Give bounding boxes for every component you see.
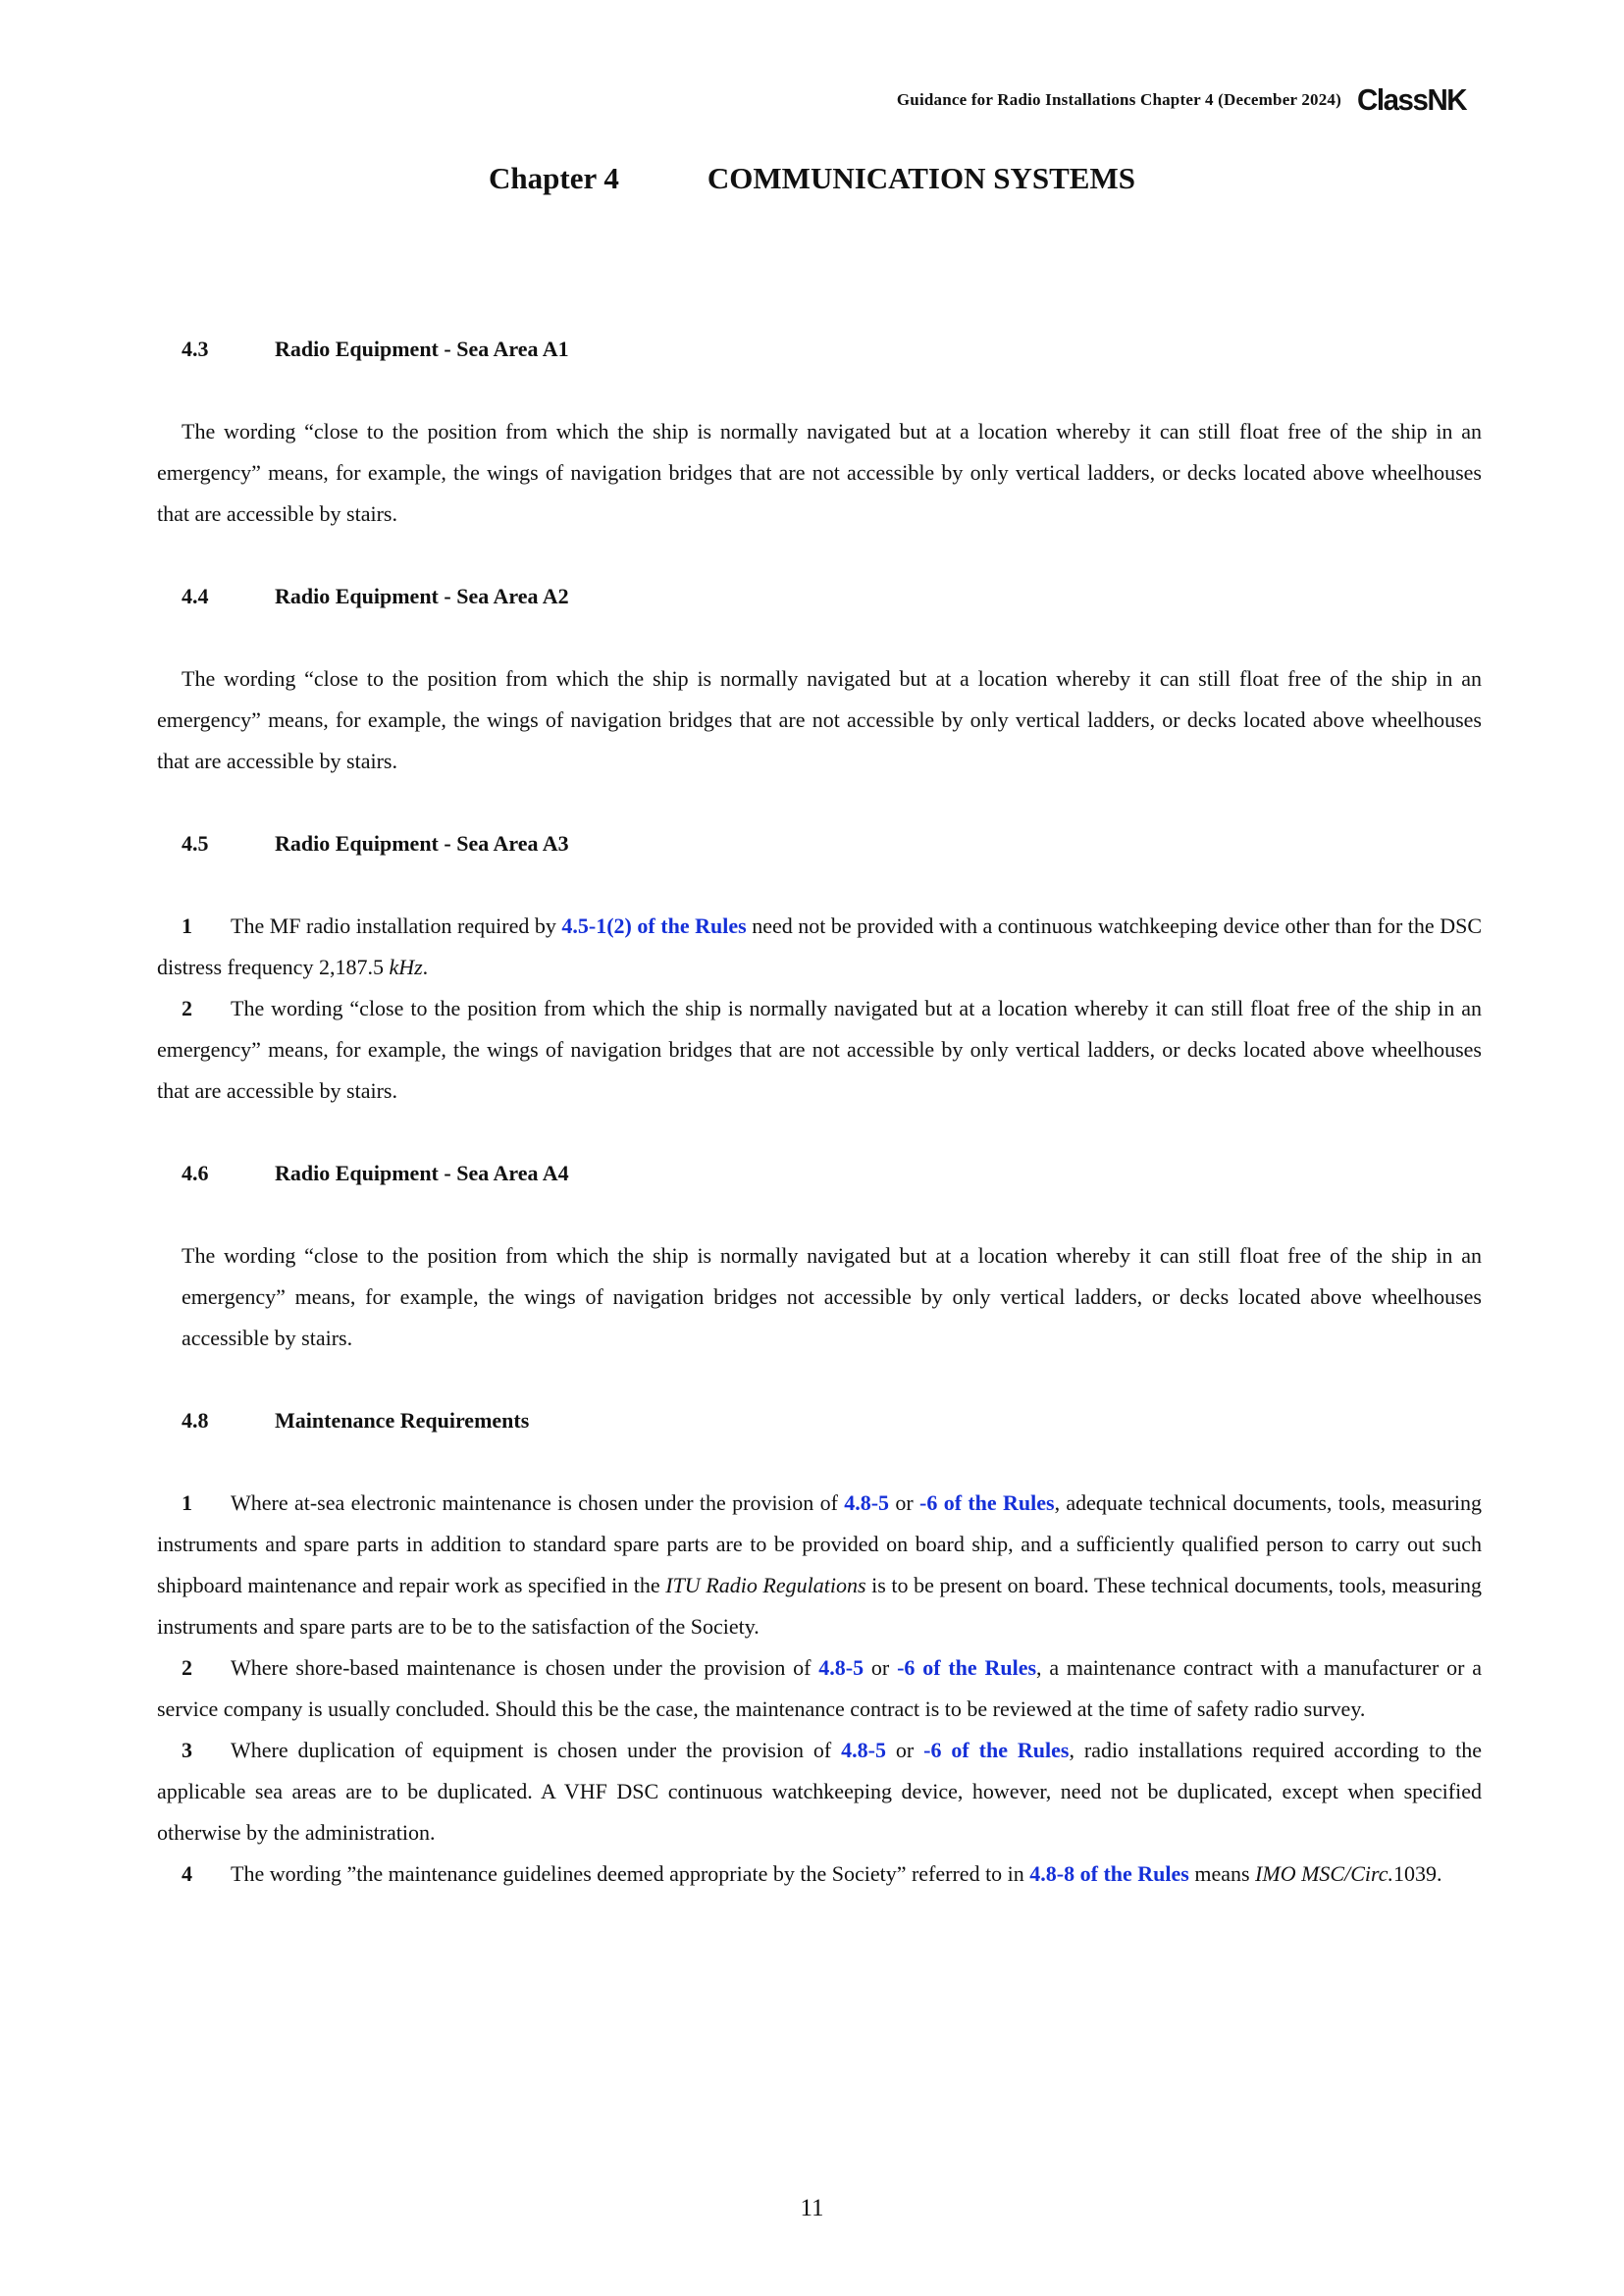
section-title: Radio Equipment - Sea Area A1	[275, 337, 569, 361]
item-text: The MF radio installation required by	[231, 913, 562, 938]
item-number: 4	[182, 1861, 192, 1886]
item-text: Where at-sea electronic maintenance is chosen under the provision of	[231, 1490, 845, 1515]
item-number: 1	[182, 913, 192, 938]
unit-text: kHz	[389, 955, 423, 979]
section-number: 4.8	[182, 1408, 209, 1433]
chapter-heading	[0, 161, 1624, 196]
item-text: , a maintenance contract with a manufacturer or a service company is usually concluded. Should this be the case, the maintenance contract is to be reviewed at the time of safety radio survey.	[157, 1655, 1483, 1721]
item-text: , radio installations required according to the applicable sea areas are to be duplicated. A VHF DSC continuous watchkeeping device, however, need not be duplicated, except when specified otherwise by the administration.	[157, 1738, 1483, 1845]
section-4-8-item-1	[157, 1483, 1482, 1647]
item-text: or	[864, 1655, 898, 1680]
item-text: need not be provided with a continuous watchkeeping device other than for the DSC distress frequency 2,187.5	[157, 913, 1482, 979]
section-heading-4-4	[157, 576, 1482, 617]
section-4-5-item-1	[157, 906, 1482, 988]
chapter-title: COMMUNICATION SYSTEMS	[707, 161, 1135, 195]
citation-text: IMO MSC/Circ.	[1255, 1861, 1393, 1886]
rules-link[interactable]: 4.5-1(2) of the Rules	[561, 913, 747, 938]
item-text: .	[422, 955, 429, 979]
section-title: Radio Equipment - Sea Area A3	[275, 831, 569, 856]
section-4-3-paragraph: The wording “close to the position from which the ship is normally navigated but at a location whereby it can still float free of the ship in an emergency” means, for example, the wings of navigation bridges that are not accessible by only vertical ladders, or decks located above wheelhouses that are accessible by stairs.	[157, 419, 1482, 526]
item-number: 1	[182, 1490, 192, 1515]
item-text: means	[1188, 1861, 1256, 1886]
rules-link[interactable]: 4.8-5	[818, 1655, 864, 1680]
section-title: Radio Equipment - Sea Area A2	[275, 584, 569, 608]
section-4-8-item-2	[157, 1647, 1482, 1730]
section-4-6-paragraph: The wording “close to the position from which the ship is normally navigated but at a location whereby it can still float free of the ship in an emergency” means, for example, the wings of navigation bridges not accessible by only vertical ladders, or decks located above wheelhouses accessible by stairs.	[182, 1243, 1482, 1350]
section-4-8-item-3	[157, 1730, 1482, 1853]
item-text: The wording ”the maintenance guidelines deemed appropriate by the Society” referred to in	[231, 1861, 1030, 1886]
document-body	[157, 329, 1482, 1895]
section-number: 4.3	[182, 337, 209, 361]
item-text: The wording “close to the position from which the ship is normally navigated but at a location whereby it can still float free of the ship in an emergency” means, for example, the wings of navigation bridges that are not accessible by only vertical ladders, or decks located above wheelhouses that are accessible by stairs.	[157, 996, 1482, 1103]
item-number: 2	[182, 1655, 192, 1680]
citation-text: ITU Radio Regulations	[665, 1573, 866, 1597]
section-title: Maintenance Requirements	[275, 1408, 530, 1433]
page-number: 11	[800, 2195, 824, 2221]
running-header	[897, 82, 1472, 118]
section-heading-4-5	[157, 823, 1482, 864]
section-title: Radio Equipment - Sea Area A4	[275, 1161, 569, 1185]
section-number: 4.5	[182, 831, 209, 856]
section-4-5-item-2	[157, 988, 1482, 1112]
rules-link[interactable]: 4.8-8 of the Rules	[1029, 1861, 1189, 1886]
item-text: is to be present on board. These technical documents, tools, measuring instruments and spare parts are to be to the satisfaction of the Society.	[157, 1573, 1482, 1639]
item-text: or	[885, 1738, 924, 1762]
item-text: Where shore-based maintenance is chosen under the provision of	[231, 1655, 819, 1680]
item-text: Where duplication of equipment is chosen under the provision of	[231, 1738, 842, 1762]
rules-link[interactable]: -6 of the Rules	[897, 1655, 1037, 1680]
item-text: or	[889, 1490, 920, 1515]
chapter-number: Chapter 4	[489, 161, 619, 195]
section-heading-4-3	[157, 329, 1482, 370]
section-heading-4-8	[157, 1400, 1482, 1441]
item-text: , adequate technical documents, tools, measuring instruments and spare parts in addition to standard spare parts are to be provided on board ship, and a sufficiently qualified person to carry out such shipboard maintenance and repair work as specified in the	[157, 1490, 1483, 1597]
item-number: 3	[182, 1738, 192, 1762]
section-number: 4.6	[182, 1161, 209, 1185]
running-title: Guidance for Radio Installations Chapter 4 (December 2024)	[896, 90, 1341, 109]
item-number: 2	[182, 996, 192, 1020]
section-number: 4.4	[182, 584, 209, 608]
rules-link[interactable]: 4.8-5	[841, 1738, 886, 1762]
section-4-4-paragraph: The wording “close to the position from which the ship is normally navigated but at a location whereby it can still float free of the ship in an emergency” means, for example, the wings of navigation bridges that are not accessible by only vertical ladders, or decks located above wheelhouses that are accessible by stairs.	[157, 666, 1482, 773]
rules-link[interactable]: 4.8-5	[844, 1490, 890, 1515]
section-heading-4-6	[157, 1153, 1482, 1194]
item-text: 1039.	[1393, 1861, 1442, 1886]
rules-link[interactable]: -6 of the Rules	[919, 1490, 1055, 1515]
rules-link[interactable]: -6 of the Rules	[923, 1738, 1070, 1762]
section-4-8-item-4	[157, 1853, 1482, 1895]
classnk-logo: ClassNK	[1357, 82, 1467, 117]
